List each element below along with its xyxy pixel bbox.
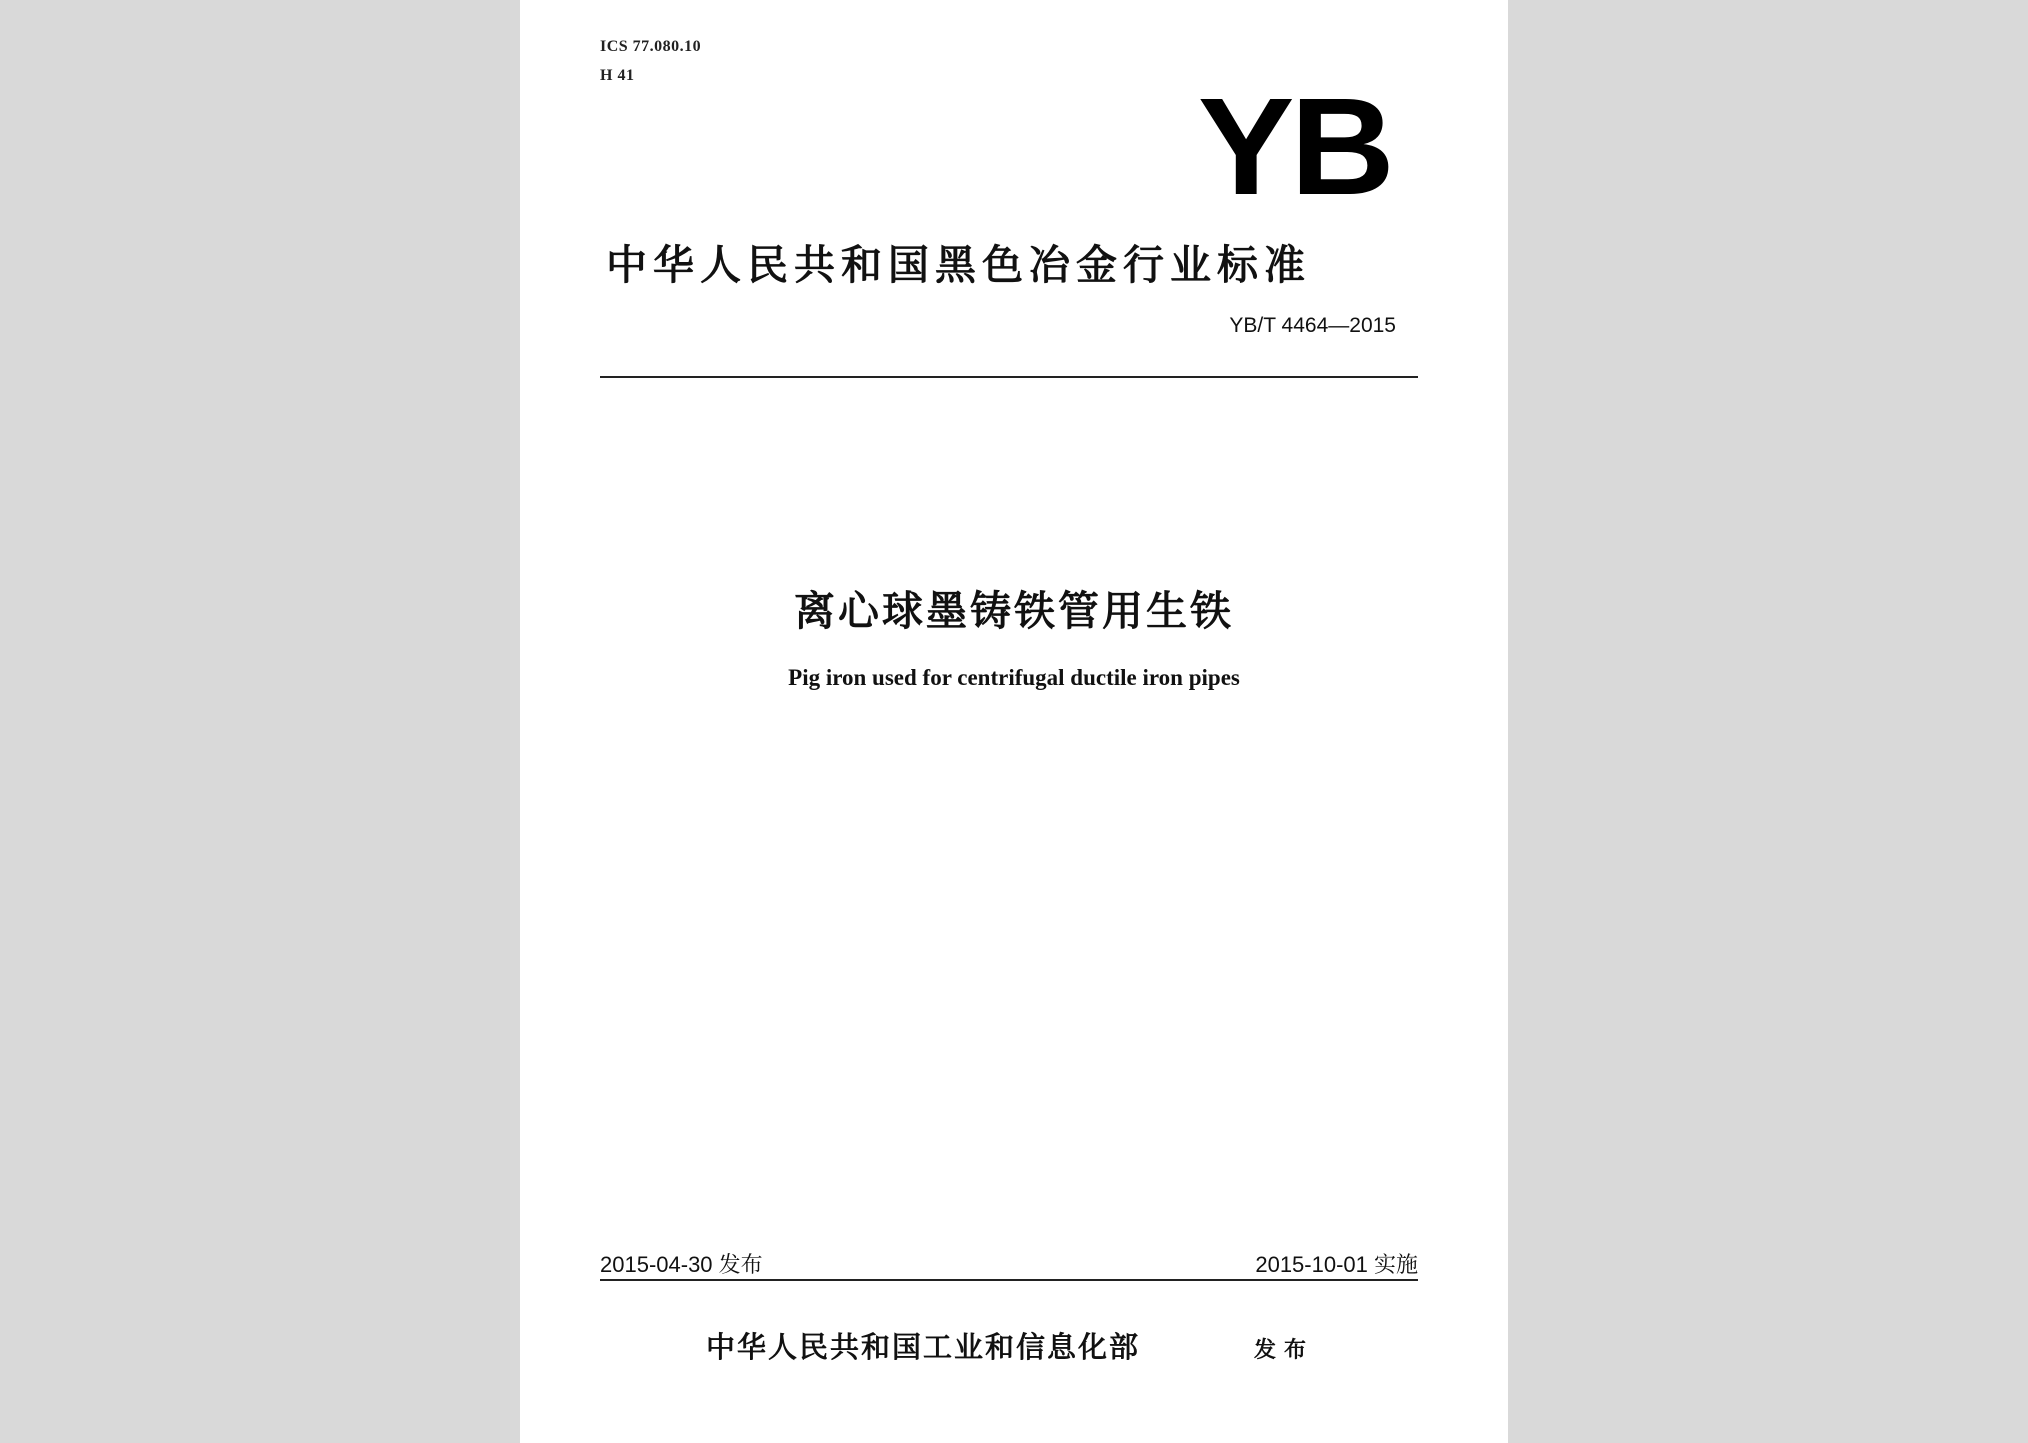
standard-cover-page — [520, 0, 1508, 1443]
implementation-date: 2015-10-01 实施 — [1255, 1252, 1418, 1277]
document-title-zh: 离心球墨铸铁管用生铁 — [794, 587, 1234, 635]
yb-logo: YB — [1198, 70, 1391, 224]
publisher-name: 中华人民共和国工业和信息化部 — [706, 1330, 1141, 1364]
bottom-divider — [600, 1279, 1418, 1281]
standard-number: YB/T 4464—2015 — [1229, 314, 1396, 337]
ccs-code: H 41 — [600, 67, 635, 84]
top-divider — [600, 376, 1418, 378]
publish-label: 发布 — [1254, 1338, 1315, 1363]
document-title-en: Pig iron used for centrifugal ductile iron pipes — [788, 665, 1240, 690]
organization-title: 中华人民共和国黑色冶金行业标准 — [606, 241, 1311, 289]
ics-code: ICS 77.080.10 — [600, 38, 702, 55]
issue-date: 2015-04-30 发布 — [600, 1252, 763, 1277]
